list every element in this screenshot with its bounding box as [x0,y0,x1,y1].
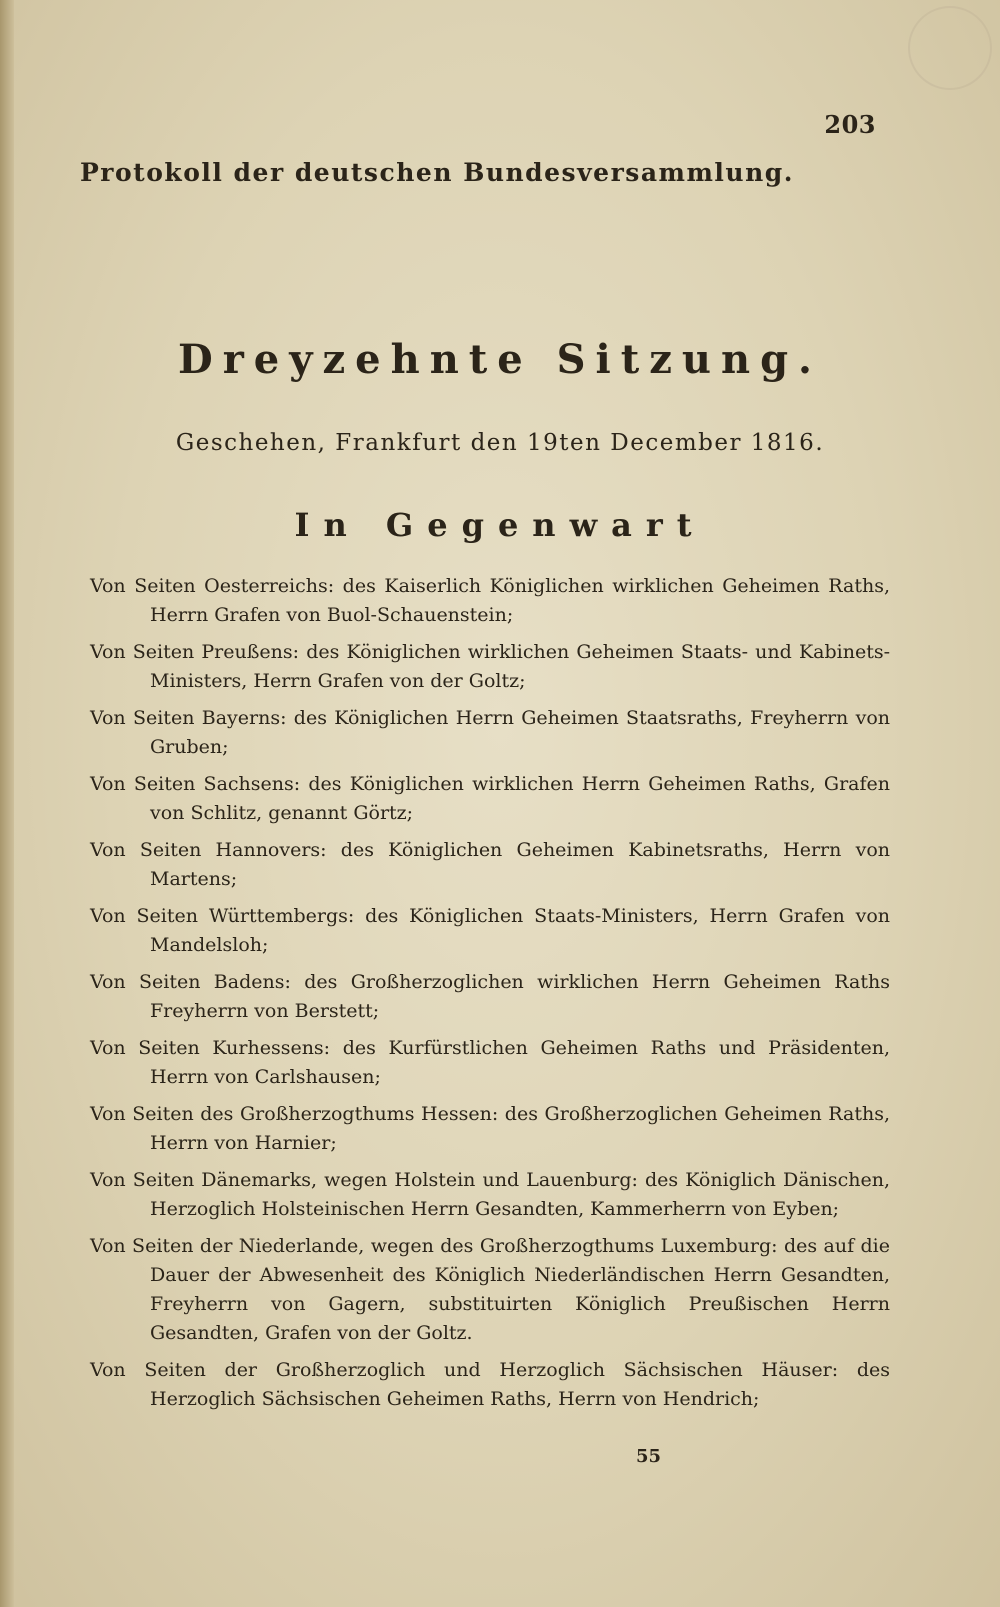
signature-mark: 55 [636,1446,662,1467]
attendance-entry-prussia: Von Seiten Preußens: des Königlichen wirklichen Geheimen Staats- und Kabinets-Ministers, Herrn Grafen von der Goltz; [90,641,890,692]
attendance-entry-kurhessen: Von Seiten Kurhessens: des Kurfürstlichen Geheimen Raths und Präsidenten, Herrn von Carlshausen; [90,1037,890,1088]
attendance-entry-baden: Von Seiten Badens: des Großherzoglichen wirklichen Herrn Geheimen Raths Freyherrn von Berstett; [90,971,890,1022]
attendance-entry-wuerttemberg: Von Seiten Württembergs: des Königlichen Staats-Ministers, Herrn Grafen von Mandelsloh; [90,905,890,956]
library-stamp [908,6,992,90]
attendance-entry-saxony: Von Seiten Sachsens: des Königlichen wirklichen Herrn Geheimen Raths, Grafen von Schlitz, genannt Görtz; [90,773,890,824]
attendance-entry-saxon-houses: Von Seiten der Großherzoglich und Herzoglich Sächsischen Häuser: des Herzoglich Sächsischen Geheimen Raths, Herrn von Hendrich; [90,1359,890,1410]
page-number: 203 [824,110,876,139]
attendance-entry-hessen: Von Seiten des Großherzogthums Hessen: des Großherzoglichen Geheimen Raths, Herrn von Harnier; [90,1103,890,1154]
attendance-list [90,572,890,1414]
binding-edge [0,0,14,1607]
attendance-entry-austria: Von Seiten Oesterreichs: des Kaiserlich Königlichen wirklichen Geheimen Raths, Herrn Grafen von Buol-Schauenstein; [90,575,890,626]
attendance-entry-hanover: Von Seiten Hannovers: des Königlichen Geheimen Kabinetsraths, Herrn von Martens; [90,839,890,890]
session-title: Dreyzehnte Sitzung. [178,336,822,383]
attendance-entry-netherlands: Von Seiten der Niederlande, wegen des Großherzogthums Luxemburg: des auf die Dauer der Abwesenheit des Königlich Niederländischen Herrn Gesandten, Freyherrn von Gagern, substituirten Königlich Preußischen Herrn Gesandten, Grafen von der Goltz. [90,1235,890,1344]
running-head: Protokoll der deutschen Bundesversammlung. [80,158,794,187]
presence-heading: In Gegenwart [294,506,706,544]
date-line: Geschehen, Frankfurt den 19ten December 1816. [175,430,825,456]
attendance-entry-bavaria: Von Seiten Bayerns: des Königlichen Herrn Geheimen Staatsraths, Freyherrn von Gruben; [90,707,890,758]
attendance-entry-denmark: Von Seiten Dänemarks, wegen Holstein und Lauenburg: des Königlich Dänischen, Herzoglich Holsteinischen Herrn Gesandten, Kammerherrn von Eyben; [90,1169,890,1220]
